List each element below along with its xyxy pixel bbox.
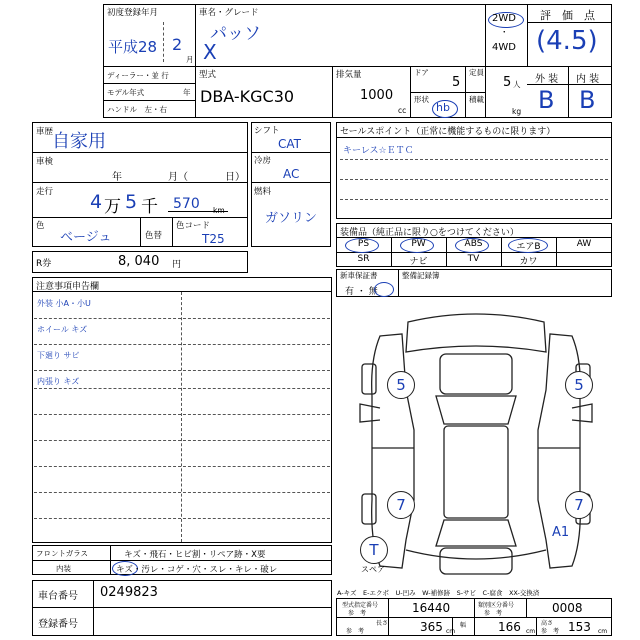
displacement-label: 排気量 [336, 70, 362, 80]
mileage-4: 4 [90, 191, 103, 213]
length: 365 [420, 620, 443, 634]
car-name-label: 車名・グレード [199, 8, 259, 18]
damage-mark-front-left: 5 [387, 371, 415, 399]
history-value: 自家用 [52, 131, 106, 152]
reg-era: 平成28 [108, 38, 158, 56]
note-line-1: 外装 小A・小U [37, 299, 91, 308]
color-code-label: 色コード [176, 221, 211, 231]
interior-row-label: 内装 [56, 564, 71, 573]
fuel-value: ガソリン [265, 211, 318, 226]
shape-value: hb [436, 101, 450, 114]
category-label: 類別区分番号 [478, 602, 515, 609]
damage-mark-front-right: 5 [565, 371, 593, 399]
windshield-options: キズ・飛石・ヒビ割・リペア跡・X要 [124, 550, 266, 560]
capacity-label: 定員 [469, 68, 484, 77]
score-label: 評 価 点 [540, 9, 595, 22]
first-reg-label: 初度登録年月 [107, 8, 159, 18]
model-code: DBA-KGC30 [200, 87, 295, 106]
damage-mark-rear-right: 7 [565, 491, 593, 519]
width: 166 [498, 620, 521, 634]
interior-grade: B [579, 86, 596, 114]
drive-2wd: 2WD [492, 13, 516, 24]
inspection-label: 車検 [36, 157, 54, 167]
exterior-grade: B [538, 86, 555, 114]
ac-value: AC [283, 167, 300, 181]
chassis-number: 0249823 [100, 585, 158, 600]
grade-text: X [203, 40, 217, 64]
sales-label: セールスポイント（正常に機能するものに限ります） [340, 127, 556, 137]
exterior-label: 外 装 [535, 74, 559, 85]
capacity: 5 [503, 75, 512, 90]
equip-abs: ABS [464, 239, 483, 249]
category-number: 0008 [552, 601, 583, 615]
damage-mark-rear-left: 7 [387, 491, 415, 519]
recycle-amount: 8, 040 [118, 254, 160, 269]
equip-leather: カワ [519, 257, 538, 267]
equip-sr: SR [357, 254, 370, 264]
windshield-label: フロントガラス [36, 549, 89, 558]
interior-label: 内 装 [576, 74, 600, 85]
equip-aw: AW [576, 239, 592, 249]
drive-4wd: 4WD [492, 42, 516, 53]
score-value: (4.5) [536, 26, 598, 56]
note-line-2: ホイール キズ [37, 325, 88, 334]
color-label: 色 [36, 221, 45, 231]
spare-mark: T [360, 536, 388, 564]
note-line-4: 内張り キズ [37, 377, 80, 386]
warranty-value: 有 ・ 無 [345, 287, 378, 297]
history-label: 車歴 [36, 127, 54, 137]
equip-airbag: エアB [516, 242, 541, 252]
notes-label: 注意事項申告欄 [36, 282, 100, 292]
legend-text: A-キズ E-エクボ U-凹み W-補修跡 S-サビ C-腐食 XX-交換済 [337, 589, 540, 597]
model-label: 型式 [199, 70, 217, 80]
fuel-label: 燃料 [254, 187, 272, 197]
maintenance-label: 整備記録簿 [402, 271, 440, 280]
equip-ps: PS [357, 239, 370, 249]
mileage-label: 走行 [36, 187, 54, 197]
ac-label: 冷房 [254, 156, 272, 166]
shift-label: シフト [254, 126, 280, 136]
door-label: ドア [414, 68, 429, 77]
handle-label: ハンドル 左・右 [107, 105, 167, 114]
reg-month: 2 [172, 35, 183, 54]
model-spec-label: 型式指定番号 [342, 602, 379, 609]
chassis-label: 車台番号 [38, 591, 78, 602]
model-spec: 16440 [412, 601, 451, 615]
shape-label: 形状 [414, 95, 429, 104]
dealer-label: ディーラー・並 行 [107, 71, 169, 80]
spare-label: スペア [361, 565, 385, 574]
equip-tv: TV [467, 254, 480, 264]
equip-navi: ナビ [409, 257, 428, 267]
sales-line-1: キーレス☆ＥＴＣ [343, 146, 414, 156]
color-change-label: 色替 [145, 231, 163, 241]
registration-label: 登録番号 [38, 619, 78, 630]
shift-value: CAT [278, 137, 301, 151]
warranty-label: 新車保証書 [340, 271, 378, 280]
displacement: 1000 [360, 88, 394, 103]
mileage-5: 5 [125, 191, 138, 213]
recycle-label: R券 [36, 259, 52, 269]
height: 153 [568, 620, 591, 634]
doors: 5 [452, 75, 461, 90]
notes-block [32, 277, 332, 543]
load-label: 積載 [469, 95, 484, 104]
mileage-rest: 570 [173, 196, 200, 212]
interior-row-options: キズ・汚レ・コゲ・穴・スレ・キレ・破レ [116, 565, 278, 575]
car-name: パッソ [210, 24, 261, 44]
color-code: T25 [202, 232, 225, 246]
damage-mark-a1: A1 [552, 525, 570, 540]
equipment-label: 装備品（純正品に限り○をつけてください） [340, 228, 519, 238]
note-line-3: 下廻り サビ [37, 351, 80, 360]
color-value: ベージュ [60, 230, 112, 245]
equip-pw: PW [411, 239, 426, 249]
model-year-label: モデル年式 [107, 88, 145, 97]
